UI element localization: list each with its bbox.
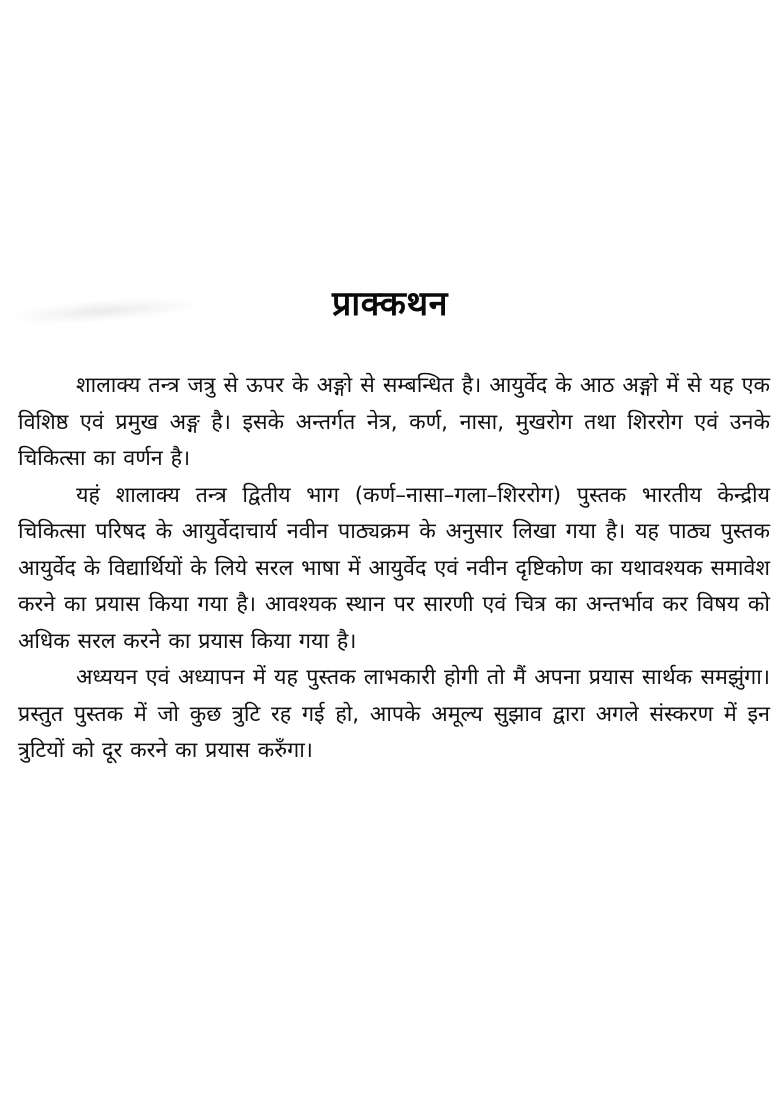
preface-body [18, 368, 770, 770]
paragraph-closing: अध्ययन एवं अध्यापन में यह पुस्तक लाभकारी होगी तो मैं अपना प्रयास सार्थक समझुंगा। प्रस्तुत पुस्तक में जो कुछ त्रुटि रह गई हो, आपके अमूल्य सुझाव द्वारा अगले संस्करण में इन त्रुटियों को दूर करने का प्रयास करुँगा। [18, 665, 770, 763]
paragraph-book-description: यहं शालाक्य तन्त्र द्वितीय भाग (कर्ण–नासा–गला–शिररोग) पुस्तक भारतीय केन्द्रीय चिकित्सा परिषद के आयुर्वेदाचार्य नवीन पाठ्यक्रम के अनुसार लिखा गया है। यह पाठ्य पुस्तक आयुर्वेद के विद्यार्थियों के लिये सरल भाषा में आयुर्वेद एवं नवीन दृष्टिकोण का यथावश्यक समावेश करने का प्रयास किया गया है। आवश्यक स्थान पर सारणी एवं चित्र का अन्तर्भाव कर विषय को अधिक सरल करने का प्रयास किया गया है। [18, 482, 770, 654]
page-title: प्राक्कथन [332, 283, 448, 324]
paragraph-intro: शालाक्य तन्त्र जत्रु से ऊपर के अङ्गो से सम्बन्धित है। आयुर्वेद के आठ अङ्गो में से यह एक विशिष्ठ एवं प्रमुख अङ्ग है। इसके अन्तर्गत नेत्र, कर्ण, नासा, मुखरोग तथा शिररोग एवं उनके चिकित्सा का वर्णन है। [18, 373, 770, 471]
